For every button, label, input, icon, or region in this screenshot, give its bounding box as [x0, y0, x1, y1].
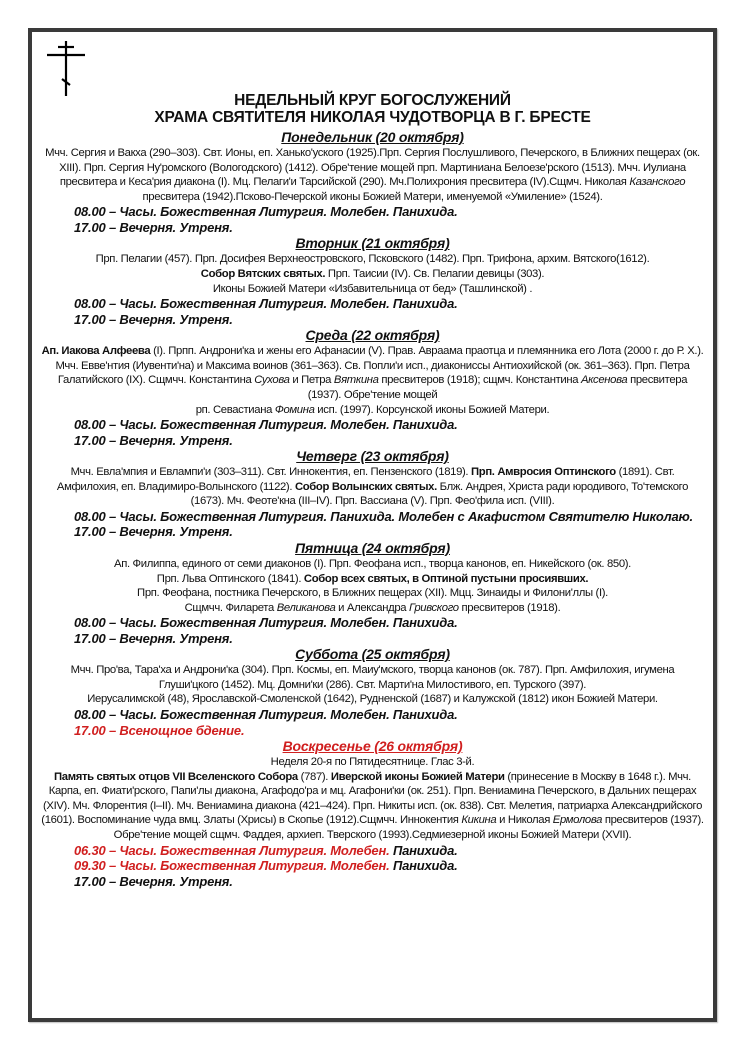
saints-commemoration	[40, 663, 705, 692]
service-time-line	[74, 615, 707, 631]
day-title: Среда (22 октября)	[305, 327, 440, 344]
service-text: 17.00 – Вечерня. Утреня.	[74, 630, 233, 646]
text-segment: (I). Прпп. Андрони'ка и жены его Афанасии (V). Прав. Авраама праотца и племянника его Лота (2000 г. до Р. Х.). Мчч. Евве'нтия (Иувенти'на) и Максима воинов (361–363). Св. Попли'и исп., диакониссы Антиохийской (ок. 361–363). Прп. Петра Галатийского (IX). Сщмчч. Константина	[55, 345, 704, 387]
feast-highlight: Память святых отцов VII Вселенского Собора	[54, 770, 298, 783]
saints-commemoration	[40, 572, 705, 587]
text-segment: пресвитера (1942).Псково-Печерской иконы Божией Матери, именуемой «Умиление» (1524).	[142, 190, 603, 203]
service-text: 17.00 – Всенощное бдение.	[74, 722, 245, 738]
service-text: Панихида.	[392, 842, 458, 858]
surname: Фомина	[274, 403, 315, 416]
service-text: 08.00 – Часы. Божественная Литургия. Молебен. Панихида.	[74, 417, 458, 433]
surname: Гривского	[409, 601, 459, 614]
text-segment: и Николая	[496, 814, 553, 827]
orthodox-cross-icon	[46, 38, 86, 98]
day-section	[38, 540, 707, 646]
feast-highlight: Собор Волынских святых.	[294, 480, 437, 493]
day-title: Пятница (24 октября)	[295, 539, 450, 556]
service-time-line	[74, 204, 707, 220]
surname: Вяткина	[333, 374, 379, 387]
service-time-line	[74, 509, 707, 525]
saints-commemoration	[40, 601, 705, 616]
text-segment: пресвитеров (1918); сщмч. Константина	[378, 374, 581, 387]
week-schedule	[38, 129, 707, 889]
service-text: 09.30 – Часы. Божественная Литургия. Молебен.	[74, 858, 393, 874]
surname: Казанского	[629, 176, 686, 189]
saints-commemoration	[40, 282, 705, 297]
text-segment: Иерусалимской (48), Ярославской-Смоленской (1642), Рудненской (1687) и Калужской (1812) икон Божией Матери.	[87, 693, 658, 706]
feast-highlight: Собор всех святых, в Оптиной пустыни просиявших.	[303, 572, 589, 585]
text-segment: Мчч. Про'ва, Тара'ха и Андрони'ка (304). Прп. Космы, еп. Маиу'мского, творца канонов (ок. 787). Прп. Амфилохия, игумена Глуши'цкого (1452). Мц. Домни'ки (286). Свт. Марти'на Милостивого, еп. Турского (397).	[70, 664, 675, 691]
saints-commemoration	[40, 252, 705, 267]
service-text: 08.00 – Часы. Божественная Литургия. Молебен. Панихида.	[74, 615, 458, 631]
document-frame	[28, 28, 717, 1022]
service-schedule	[38, 296, 707, 327]
service-schedule	[38, 204, 707, 235]
service-text: 08.00 – Часы. Божественная Литургия. Молебен. Панихида.	[74, 204, 458, 220]
service-text: 08.00 – Часы. Божественная Литургия. Панихида. Молебен с Акафистом Святителю Николаю.	[74, 508, 693, 524]
service-text: 06.30 – Часы. Божественная Литургия. Молебен.	[74, 842, 393, 858]
text-segment: и Александра	[335, 601, 410, 614]
text-segment: Иконы Божией Матери «Избавительница от бед» (Ташлинской) .	[212, 282, 533, 295]
day-section	[38, 738, 707, 889]
service-schedule	[38, 615, 707, 646]
saints-commemoration	[40, 770, 705, 843]
service-schedule	[38, 843, 707, 890]
service-time-line	[74, 433, 707, 449]
saints-commemoration	[40, 586, 705, 601]
service-time-line	[74, 524, 707, 540]
surname: Сухова	[254, 374, 290, 387]
feast-highlight: Ап. Иакова Алфеева	[41, 345, 151, 358]
day-title: Четверг (23 октября)	[296, 448, 449, 465]
service-schedule	[38, 707, 707, 738]
text-segment: Мчч. Сергия и Вакха (290–303). Свт. Ионы, еп. Ханько'уского (1925).Прп. Сергия Послушливого, Печерского, в Ближних пещерах (ок. XIII). Прп. Сергия Ну'ромского (Вологодского) (1412). Обре'тение мощей прп. Мартиниана Белоезе'рского (1513). Мчч. Иулиана пресвитера и Кеса'рия диакона (I). Мц. Пелаги'и Тарсийской (290). Мч.Полихрония пресвитера (IV).Сщмч. Николая	[45, 147, 700, 189]
text-segment: (принесение в Москву в 1648 г.). Мчч. Карпа, еп. Фиати'рского, Папи'лы диакона, Агафодо'ра и мц. Агафони'ки (ок. 251). Прп. Вениамина Печерского, в Дальних пещерах (XIV). Мч. Флорентия (I–II). Мч. Вениамина диакона (421–424). Прп. Никиты исп. (ок. 838). Свт. Мелетия, патриарха Александрийского (1601). Воспоминание чуда вмц. Златы (Хрисы) в Скопье (1912).Сщмчч. Иннокентия	[41, 770, 703, 827]
text-segment: Ап. Филиппа, единого от семи диаконов (I). Прп. Феофана исп., творца канонов, еп. Никейского (ок. 850).	[114, 557, 631, 570]
service-time-line	[74, 707, 707, 723]
text-segment: Неделя 20-я по Пятидесятнице. Глас 3-й.	[270, 756, 475, 769]
text-segment: рп. Севастиана	[195, 403, 275, 416]
feast-highlight: Собор Вятских святых.	[200, 267, 326, 280]
day-title: Воскресенье (26 октября)	[282, 738, 463, 755]
text-segment: исп. (1997). Корсунской иконы Божией Матери.	[314, 403, 550, 416]
page-title	[32, 92, 713, 126]
service-text: 08.00 – Часы. Божественная Литургия. Молебен. Панихида.	[74, 707, 458, 723]
day-section	[38, 327, 707, 448]
day-section	[38, 129, 707, 235]
saints-commemoration	[40, 403, 705, 418]
text-segment: Прп. Феофана, постника Печерского, в Ближних пещерах (XII). Мцц. Зинаиды и Филони'ллы (I).	[137, 587, 608, 600]
title-line-2: ХРАМА СВЯТИТЕЛЯ НИКОЛАЯ ЧУДОТВОРЦА В Г. БРЕСТЕ	[154, 109, 591, 126]
text-segment: Прп. Льва Оптинского (1841).	[156, 572, 304, 585]
service-schedule	[38, 417, 707, 448]
feast-highlight: Прп. Амвросия Оптинского	[471, 466, 616, 479]
day-section	[38, 235, 707, 327]
service-text: Панихида.	[392, 858, 458, 874]
service-time-line	[74, 874, 707, 890]
text-segment: (1891). Свт. Амфилохия, еп. Владимиро-Волынского (1122).	[56, 466, 675, 493]
service-text: 17.00 – Вечерня. Утреня.	[74, 219, 233, 235]
service-time-line	[74, 296, 707, 312]
surname: Кикина	[461, 814, 497, 827]
text-segment: Прп. Пелагии (457). Прп. Досифея Верхнеостровского, Псковского (1482). Прп. Трифона, архим. Вятского(1612).	[95, 253, 650, 266]
day-section	[38, 448, 707, 540]
day-title: Понедельник (20 октября)	[281, 129, 464, 145]
service-time-line	[74, 723, 707, 739]
saints-commemoration	[40, 557, 705, 572]
service-text: 17.00 – Вечерня. Утреня.	[74, 873, 233, 889]
service-schedule	[38, 509, 707, 540]
surname: Аксенова	[581, 374, 628, 387]
service-text: 17.00 – Вечерня. Утреня.	[74, 311, 233, 327]
saints-commemoration	[40, 692, 705, 707]
service-time-line	[74, 858, 707, 874]
day-title: Вторник (21 октября)	[295, 235, 450, 252]
saints-commemoration	[40, 755, 705, 770]
text-segment: пресвитеров (1937). Обре'тение мощей сщмч. Фаддея, архиеп. Тверского (1993).Седмиезерной иконы Божией Матери (XVII).	[113, 814, 704, 842]
title-line-1: НЕДЕЛЬНЫЙ КРУГ БОГОСЛУЖЕНИЙ	[234, 92, 511, 109]
surname: Ермолова	[552, 814, 603, 827]
service-text: 08.00 – Часы. Божественная Литургия. Молебен. Панихида.	[74, 296, 458, 312]
service-time-line	[74, 220, 707, 236]
service-text: 17.00 – Вечерня. Утреня.	[74, 524, 233, 540]
saints-commemoration	[40, 465, 705, 509]
saints-commemoration	[40, 344, 705, 402]
day-section	[38, 646, 707, 738]
service-time-line	[74, 312, 707, 328]
service-time-line	[74, 843, 707, 859]
text-segment: Блж. Андрея, Христа ради юродивого, То'темского (1673). Мч. Феоте'кна (III–IV). Прп. Вассиана (V). Прп. Фео'фила исп. (VIII).	[190, 480, 689, 508]
saints-commemoration	[40, 146, 705, 204]
service-text: 17.00 – Вечерня. Утреня.	[74, 432, 233, 448]
surname: Великанова	[276, 601, 336, 614]
text-segment: пресвитеров (1918).	[458, 601, 561, 614]
text-segment: и Петра	[289, 374, 334, 387]
text-segment: Мчч. Евла'мпия и Евлампи'и (303–311). Свт. Иннокентия, еп. Пензенского (1819).	[70, 466, 471, 479]
text-segment: (787).	[297, 770, 331, 783]
text-segment: Сщмчч. Филарета	[184, 601, 277, 614]
saints-commemoration	[40, 267, 705, 282]
service-time-line	[74, 417, 707, 433]
text-segment: Прп. Таисии (IV). Св. Пелагии девицы (303).	[325, 267, 545, 280]
feast-highlight: Иверской иконы Божией Матери	[330, 770, 505, 783]
text-segment: пресвитера (1937). Обре'тение мощей	[307, 374, 688, 401]
service-time-line	[74, 631, 707, 647]
day-title: Суббота (25 октября)	[295, 646, 450, 663]
